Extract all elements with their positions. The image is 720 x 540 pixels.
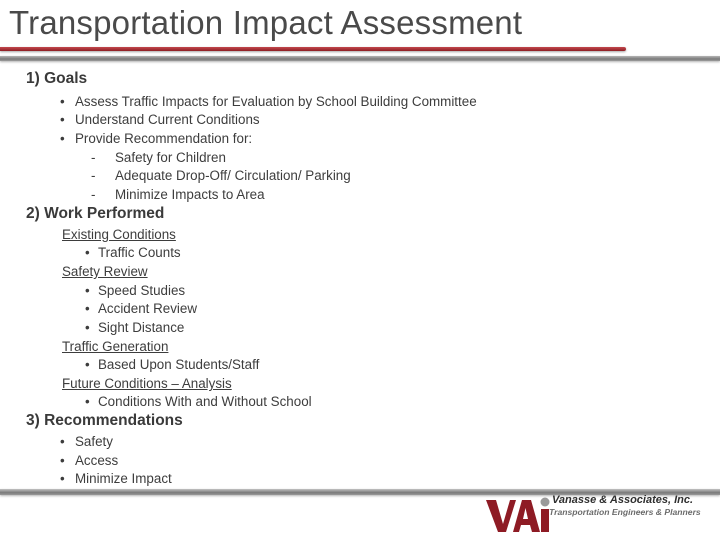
recommendation-subitem: Minimize Impacts to Area bbox=[115, 187, 265, 202]
company-tagline: Transportation Engineers & Planners bbox=[549, 507, 701, 517]
section-heading-work-performed: 2) Work Performed bbox=[26, 205, 165, 222]
bullet-icon: • bbox=[60, 453, 65, 468]
vai-logo-mark-icon bbox=[486, 494, 552, 534]
bullet-icon: • bbox=[85, 357, 90, 372]
bullet-icon: • bbox=[60, 112, 65, 127]
section-heading-goals: 1) Goals bbox=[26, 70, 88, 87]
bullet-icon: • bbox=[85, 283, 90, 298]
dash-icon: - bbox=[91, 187, 96, 202]
recommendation-item: Minimize Impact bbox=[75, 471, 172, 486]
recommendation-subitem: Safety for Children bbox=[115, 150, 226, 165]
recommendation-item: Access bbox=[75, 453, 119, 468]
recommendation-subitem: Adequate Drop-Off/ Circulation/ Parking bbox=[115, 168, 351, 183]
bullet-icon: • bbox=[85, 394, 90, 409]
title-underline-red bbox=[0, 47, 626, 51]
bullet-icon: • bbox=[60, 94, 65, 109]
bullet-icon: • bbox=[60, 434, 65, 449]
dash-icon: - bbox=[91, 168, 96, 183]
page-title: Transportation Impact Assessment bbox=[9, 4, 523, 41]
company-logo bbox=[486, 494, 710, 534]
goal-item: Assess Traffic Impacts for Evaluation by School Building Committee bbox=[75, 94, 477, 109]
bullet-icon: • bbox=[85, 320, 90, 335]
work-item: Accident Review bbox=[98, 301, 197, 316]
goal-item: Provide Recommendation for: bbox=[75, 131, 253, 146]
work-item: Traffic Counts bbox=[98, 245, 181, 260]
bullet-icon: • bbox=[60, 131, 65, 146]
work-item: Sight Distance bbox=[98, 320, 185, 335]
work-group-label: Safety Review bbox=[62, 264, 148, 279]
goal-item: Understand Current Conditions bbox=[75, 112, 260, 127]
bullet-icon: • bbox=[85, 245, 90, 260]
recommendation-item: Safety bbox=[75, 434, 113, 449]
company-name: Vanasse & Associates, Inc. bbox=[552, 494, 694, 506]
work-item: Conditions With and Without School bbox=[98, 394, 312, 409]
bullet-icon: • bbox=[85, 301, 90, 316]
work-group-label: Future Conditions – Analysis bbox=[62, 376, 232, 391]
work-item: Speed Studies bbox=[98, 283, 186, 298]
section-heading-recommendations: 3) Recommendations bbox=[26, 412, 183, 429]
dash-icon: - bbox=[91, 150, 96, 165]
title-underline-gray bbox=[0, 56, 720, 61]
bullet-icon: • bbox=[60, 471, 65, 486]
work-group-label: Existing Conditions bbox=[62, 227, 176, 242]
work-item: Based Upon Students/Staff bbox=[98, 357, 260, 372]
work-group-label: Traffic Generation bbox=[62, 339, 169, 354]
